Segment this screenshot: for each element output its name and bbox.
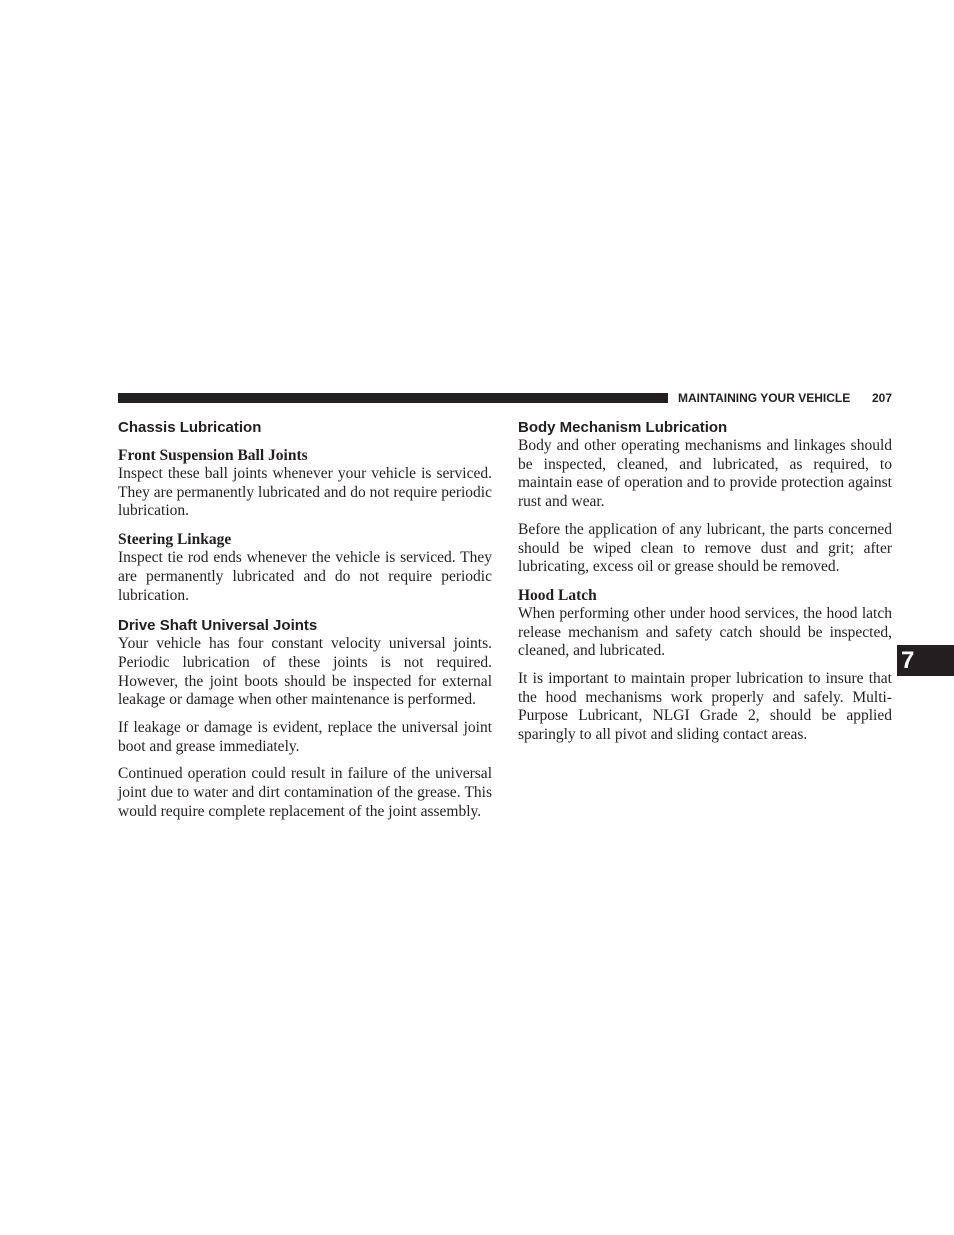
hood-latch-para-1: When performing other under hood services, the hood latch release mechanism and safety catch should be inspected, cleaned, and lubricated. (518, 604, 892, 660)
right-column (518, 416, 892, 745)
front-suspension-heading: Front Suspension Ball Joints (118, 447, 308, 464)
chassis-lubrication-heading: Chassis Lubrication (118, 419, 262, 436)
drive-shaft-para-2: If leakage or damage is evident, replace the universal joint boot and grease immediately. (118, 719, 492, 755)
left-column (118, 416, 492, 822)
steering-linkage-heading: Steering Linkage (118, 531, 232, 549)
body-mechanism-para-1: Body and other operating mechanisms and linkages should be inspected, cleaned, and lubricated, as required, to maintain ease of operation and to provide protection against rust and wear. (518, 437, 892, 511)
page-number: 207 (871, 391, 892, 405)
drive-shaft-heading: Drive Shaft Universal Joints (118, 617, 318, 635)
steering-linkage-text: Inspect tie rod ends whenever the vehicle is serviced. They are permanently lubricated and do not require periodic lubrication. (118, 549, 492, 604)
header-section-title: MAINTAINING YOUR VEHICLE (678, 391, 851, 405)
hood-latch-heading: Hood Latch (518, 586, 597, 604)
header-rule (118, 393, 668, 403)
hood-latch-para-2: It is important to maintain proper lubrication to insure that the hood mechanisms work properly and safely. Multi-Purpose Lubricant, NLGI Grade 2, should be applied sparingly to all pivot and sliding contact areas. (518, 670, 892, 744)
body-mechanism-para-2: Before the application of any lubricant, the parts concerned should be wiped clean to remove dust and grit; after lubricating, excess oil or grease should be removed. (518, 520, 892, 576)
chapter-tab: 7 (897, 645, 954, 676)
drive-shaft-para-3: Continued operation could result in failure of the universal joint due to water and dirt contamination of the grease. This would require complete replacement of the joint assembly. (118, 765, 492, 820)
drive-shaft-para-1: Your vehicle has four constant velocity universal joints. Periodic lubrication of these joints is not required. However, the joint boots should be inspected for external leakage or damage when other maintenance is performed. (118, 635, 492, 709)
body-mechanism-heading: Body Mechanism Lubrication (518, 419, 728, 436)
running-header (678, 390, 892, 406)
front-suspension-text: Inspect these ball joints whenever your vehicle is serviced. They are permanently lubricated and do not require periodic lubrication. (118, 465, 492, 520)
